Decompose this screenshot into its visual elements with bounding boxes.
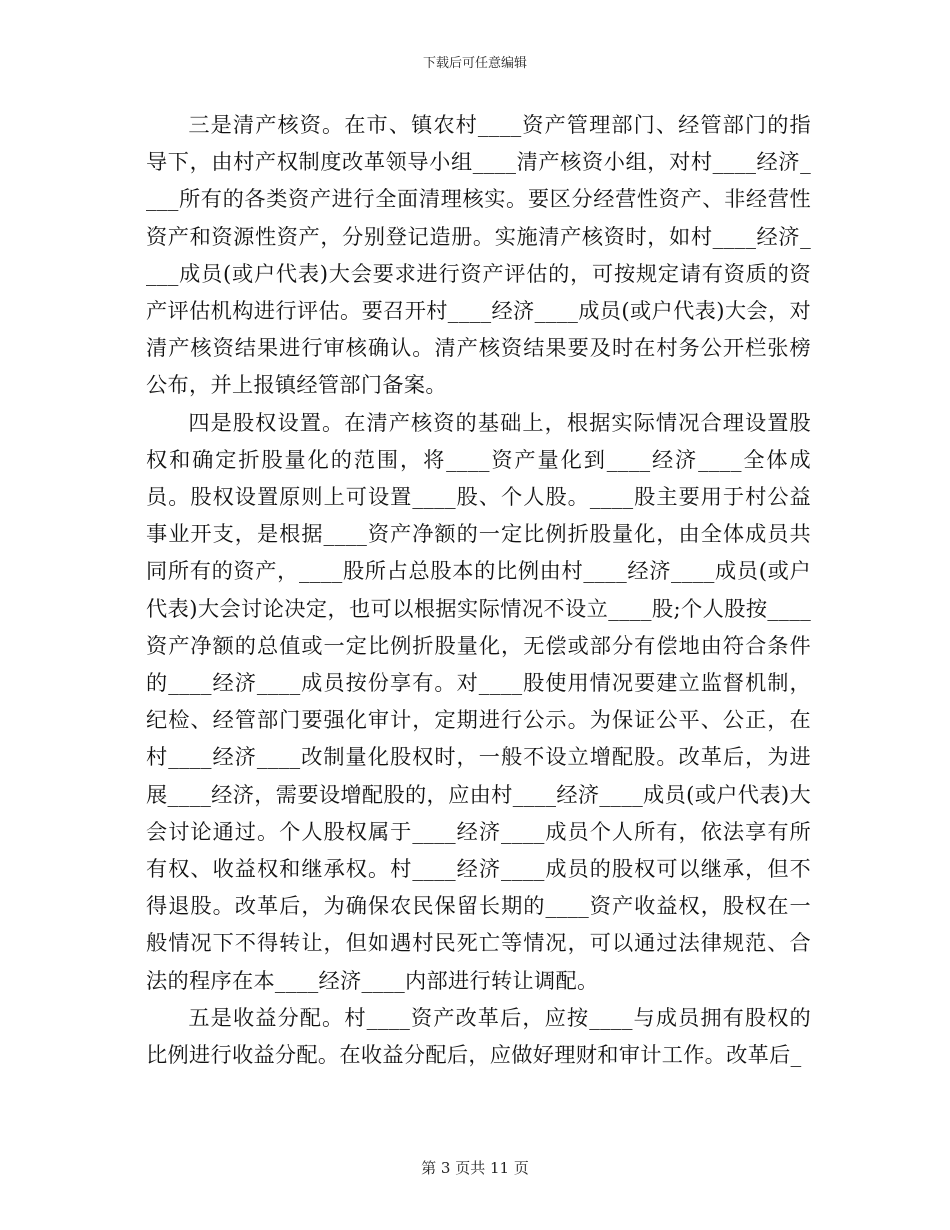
document-body xyxy=(146,106,811,1073)
paragraph-equity-setup: 四是股权设置。在清产核资的基础上，根据实际情况合理设置股权和确定折股量化的范围，将____资产量化到____经济____全体成员。股权设置原则上可设置____股、个人股。____股主要用于村公益事业开支，是根据____资产净额的一定比例折股量化，由全体成员共同所有的资产，____股所占总股本的比例由村____经济____成员(或户代表)大会讨论决定，也可以根据实际情况不设立____股;个人股按____资产净额的总值或一定比例折股量化，无偿或部分有偿地由符合条件的____经济____成员按份享有。对____股使用情况要建立监督机制，纪检、经管部门要强化审计，定期进行公示。为保证公平、公正，在村____经济____改制量化股权时，一般不设立增配股。改革后，为进展____经济，需要设增配股的，应由村____经济____成员(或户代表)大会讨论通过。个人股权属于____经济____成员个人所有，依法享有所有权、收益权和继承权。村____经济____成员的股权可以继承，但不得退股。改革后，为确保农民保留长期的____资产收益权，股权在一般情况下不得转让，但如遇村民死亡等情况，可以通过法律规范、合法的程序在本____经济____内部进行转让调配。 xyxy=(146,409,811,993)
page-header: 下载后可任意编辑 xyxy=(422,56,527,71)
page-footer: 第 3 页共 11 页 xyxy=(421,1159,529,1177)
paragraph-asset-verification: 三是清产核资。在市、镇农村____资产管理部门、经管部门的指导下，由村产权制度改革领导小组____清产核资小组，对村____经济____所有的各类资产进行全面清理核实。要区分经营性资产、非经营性资产和资源性资产，分别登记造册。实施清产核资时，如村____经济____成员(或户代表)大会要求进行资产评估的，可按规定请有资质的资产评估机构进行评估。要召开村____经济____成员(或户代表)大会，对清产核资结果进行审核确认。清产核资结果要及时在村务公开栏张榜公布，并上报镇经管部门备案。 xyxy=(146,112,811,398)
paragraph-income-distribution: 五是收益分配。村____资产改革后，应按____与成员拥有股权的比例进行收益分配。在收益分配后，应做好理财和审计工作。改革后_ xyxy=(146,1004,811,1068)
